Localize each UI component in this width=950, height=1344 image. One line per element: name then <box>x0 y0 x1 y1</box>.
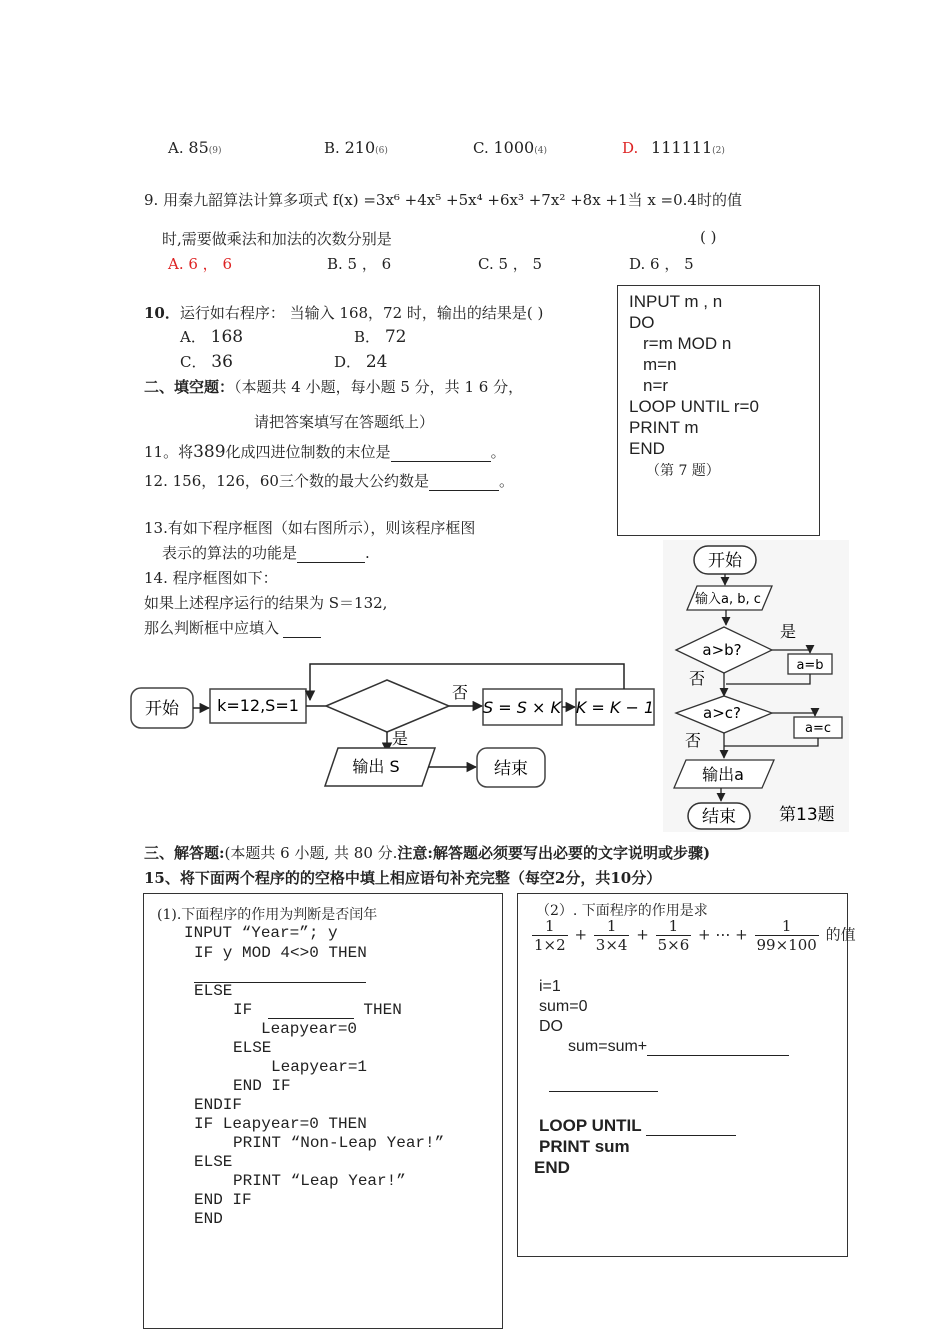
q13-text: 表示的算法的功能是 <box>162 544 298 562</box>
option-letter: D． <box>334 353 362 371</box>
flow13-end-label: 结束 <box>702 807 736 827</box>
flow13-yes1-label: 是 <box>780 622 797 641</box>
question-number: 10． <box>144 304 180 322</box>
question-text: 运行如右程序： 当输入 168，72 时，输出的结果是( ) <box>179 304 544 322</box>
flow13-output <box>674 760 774 788</box>
option-value: 168 <box>210 327 244 347</box>
answer-blank[interactable] <box>647 1041 789 1056</box>
numerator: 1 <box>532 917 568 936</box>
fraction <box>656 917 692 954</box>
code-line: Leapyear=1 <box>271 1058 368 1076</box>
option-text: A. 6 ， 6 <box>168 255 232 273</box>
program7-caption: （第 7 题） <box>646 463 720 479</box>
option-letter: A． <box>180 328 206 346</box>
numerator: 1 <box>755 917 819 936</box>
flow13-caption: 第13题 <box>779 805 835 825</box>
flow13-start-label: 开始 <box>708 551 742 571</box>
flow13-no2-label: 否 <box>685 731 702 750</box>
code-line: PRINT m <box>629 418 699 437</box>
code-line: END <box>194 1210 223 1228</box>
fraction <box>594 917 630 954</box>
code-line: PRINT “Non-Leap Year!” <box>233 1134 445 1152</box>
code-line: END <box>534 1158 570 1177</box>
option-base: (9) <box>208 146 222 156</box>
flow13-no1-label: 否 <box>689 669 706 688</box>
program1-title: (1).下面程序的作用为判断是否闰年 <box>157 907 378 923</box>
option-value: 210 <box>344 138 376 157</box>
option-value: 24 <box>365 352 388 372</box>
code-line: sum=0 <box>539 998 588 1015</box>
code-line: PRINT sum <box>539 1137 630 1156</box>
q9-line2: 时,需要做乘法和加法的次数分别是 <box>162 230 392 248</box>
code-line: INPUT “Year=”; y <box>184 924 338 942</box>
option-value: 72 <box>384 327 407 347</box>
q9-option-b: B. 5 ， 6 <box>327 255 392 273</box>
code-line: ELSE <box>233 1039 272 1057</box>
flow13-assign1 <box>788 654 832 674</box>
code-line: PRINT “Leap Year!” <box>233 1172 406 1190</box>
code-line <box>568 1038 789 1056</box>
q11-suffix: 化成四进位制数的末位是 <box>225 443 391 461</box>
q14-line2: 如果上述程序运行的结果为 S＝132, <box>144 594 388 612</box>
q11-end: 。 <box>490 443 506 461</box>
code-line: END <box>629 439 665 458</box>
flow13-cond1-label: a>b? <box>702 641 742 659</box>
flow14-multiply-label: S = S × K <box>483 698 561 717</box>
option-base: (6) <box>375 146 388 156</box>
flow13-cond2-label: a>c? <box>703 704 741 722</box>
fraction <box>532 917 568 954</box>
flow14-init-label: k=12,S=1 <box>217 696 299 715</box>
option-value: 85 <box>188 138 209 157</box>
q9-option-c: C. 5 ， 5 <box>478 255 543 273</box>
flow14-start-label: 开始 <box>145 699 179 719</box>
numerator: 1 <box>656 917 692 936</box>
flow14-yes-label: 是 <box>392 729 409 748</box>
option-letter: C. <box>473 139 489 157</box>
code-line <box>539 1116 736 1136</box>
section-text: (本题共 6 小题, 共 80 分. <box>224 844 398 862</box>
q11-number: 389 <box>193 442 226 462</box>
code-text: LOOP UNTIL <box>539 1116 642 1135</box>
q9-answer-paren: ( ) <box>700 228 717 246</box>
code-line: END IF <box>233 1077 291 1095</box>
q14-line1: 14. 程序框图如下： <box>144 569 278 587</box>
option-value: 1000 <box>493 138 535 157</box>
program1-box <box>143 893 503 1329</box>
flow13-output-label: 输出a <box>702 765 744 784</box>
code-line: ELSE <box>194 982 233 1000</box>
code-line: IF y MOD 4<>0 THEN <box>194 944 367 962</box>
code-line: Leapyear=0 <box>261 1020 358 1038</box>
q12-end: 。 <box>498 472 514 490</box>
answer-blank[interactable] <box>268 1004 354 1019</box>
flow13-input <box>687 586 772 610</box>
flow13-input-label: 输入a, b, c <box>695 592 761 607</box>
fraction <box>755 917 819 954</box>
section-title: 三、解答题: <box>144 844 225 862</box>
plus-sign: + <box>574 925 588 944</box>
answer-blank[interactable] <box>646 1121 736 1136</box>
code-line: END IF <box>194 1191 252 1209</box>
section3-heading <box>144 842 710 863</box>
option-letter: A. <box>168 139 184 157</box>
sum-expression <box>530 917 856 954</box>
flow14-decrement-label: K = K − 1 <box>575 698 655 717</box>
answer-blank[interactable] <box>549 1077 658 1092</box>
option-base: (2) <box>712 146 725 156</box>
program2-title: （2）. 下面程序的作用是求 <box>536 903 708 919</box>
answer-blank[interactable] <box>194 968 366 983</box>
denominator: 1×2 <box>534 936 566 954</box>
denominator: 5×6 <box>657 936 690 954</box>
code-text: sum=sum+ <box>568 1038 648 1055</box>
flow13-start <box>694 546 756 574</box>
plus-sign: + <box>636 925 649 944</box>
code-line: DO <box>539 1018 563 1035</box>
option-letter: D. <box>622 139 639 157</box>
q13-line1: 13.有如下程序框图（如右图所示），则该程序框图 <box>144 519 476 537</box>
code-line: i=1 <box>539 978 561 995</box>
option-letter: B． <box>354 328 381 346</box>
code-line: n=r <box>643 376 669 395</box>
option-letter: B. <box>324 139 340 157</box>
code-line: INPUT m , n <box>629 292 723 311</box>
code-line: ENDIF <box>194 1096 243 1114</box>
flow13-end <box>688 803 750 829</box>
option-value: 111111 <box>651 138 713 157</box>
numerator: 1 <box>594 917 630 936</box>
option-value: 36 <box>211 352 233 372</box>
q14-text: 那么判断框中应填入 <box>144 619 280 637</box>
section-note: 注意:解答题必须要写出必要的文字说明或步骤) <box>397 844 711 862</box>
q12-text: 12. 156，126，60三个数的最大公约数是 <box>144 472 429 490</box>
q11-prefix: 11。将 <box>144 443 194 461</box>
section-title: 二、填空题： <box>144 378 235 396</box>
flow14-output-label: 输出 S <box>352 757 400 776</box>
denominator: 3×4 <box>595 936 628 954</box>
program2-box <box>517 893 856 1257</box>
option-base: (4) <box>534 146 547 156</box>
flow14-end-label: 结束 <box>494 759 528 779</box>
section-text: （本题共 4 小题，每小题 5 分，共 1 6 分， <box>234 378 524 396</box>
code-line: r=m MOD n <box>643 334 732 353</box>
code-line <box>233 1001 402 1019</box>
code-keyword: THEN <box>363 1001 402 1019</box>
option-letter: C． <box>180 353 207 371</box>
expression-tail: 的值 <box>825 925 856 944</box>
code-line: IF Leapyear=0 THEN <box>194 1115 367 1133</box>
denominator: 99×100 <box>756 936 817 954</box>
q9-line1: 9. 用秦九韶算法计算多项式 f(x) =3x⁶ +4x⁵ +5x⁴ +6x³ +7x² +8x +1当 x =0.4时的值 <box>144 191 742 209</box>
flow13-assign1-label: a=b <box>796 658 824 673</box>
code-line: DO <box>629 313 655 332</box>
code-line: m=n <box>643 355 677 374</box>
q9-option-d: D. 6 ， 5 <box>629 255 694 273</box>
q15-instruction: 15、将下面两个程序的的空格中填上相应语句补充完整（每空2分，共10分） <box>144 869 662 887</box>
flow13-assign2 <box>794 717 842 738</box>
code-keyword: IF <box>233 1001 253 1019</box>
q13-end: . <box>365 544 370 562</box>
ellipsis: + ⋯ + <box>698 925 748 944</box>
code-line: LOOP UNTIL r=0 <box>629 397 759 416</box>
code-line: ELSE <box>194 1153 233 1171</box>
section2-note: 请把答案填写在答题纸上） <box>254 413 435 431</box>
flow14-no-label: 否 <box>452 683 469 702</box>
flow13-assign2-label: a=c <box>804 721 832 736</box>
